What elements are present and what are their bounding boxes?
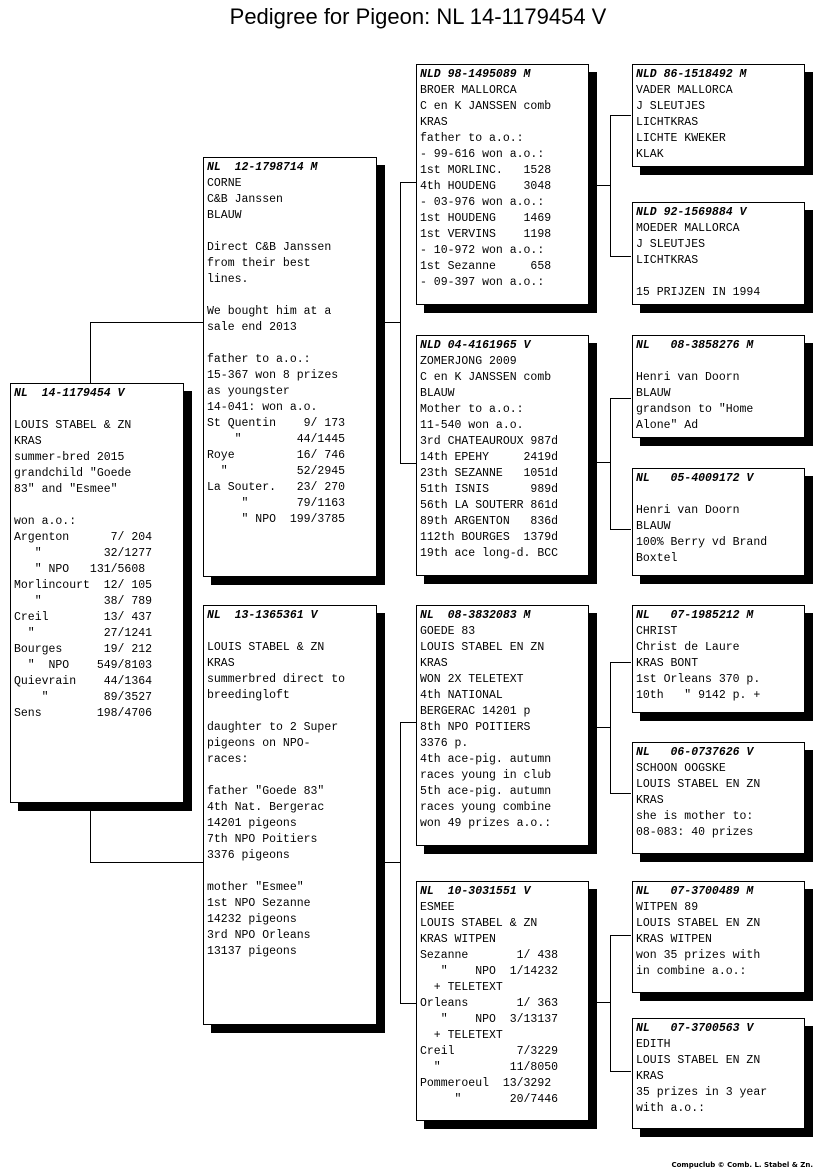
pedigree-line (14, 402, 180, 418)
pedigree-line: 1st Orleans 370 p. (636, 673, 761, 686)
pedigree-line: - 99-616 won a.o.: (420, 148, 545, 161)
pedigree-line: KRAS BONT (636, 657, 699, 670)
pedigree-line (207, 864, 373, 880)
pedigree-line: " NPO 549/8103 (14, 659, 153, 672)
pigeon-card-sire-sire (416, 64, 589, 305)
pedigree-line: " 52/2945 (207, 465, 346, 478)
pedigree-line: won 49 prizes a.o.: (420, 817, 552, 830)
pigeon-card-sire-dam (416, 335, 589, 576)
pedigree-line: BLAUW (420, 387, 455, 400)
pedigree-line: " NPO 131/5608 (14, 563, 146, 576)
pedigree-line: J SLEUTJES (636, 238, 706, 251)
connector (610, 662, 631, 794)
pedigree-line: 3376 p. (420, 737, 469, 750)
pedigree-line: " 79/1163 (207, 497, 346, 510)
connector (90, 810, 204, 863)
pedigree-line: KRAS WITPEN (636, 933, 712, 946)
pedigree-line: 4th HOUDENG 3048 (420, 180, 552, 193)
pedigree-line: " 38/ 789 (14, 595, 153, 608)
pigeon-card-sire (203, 157, 377, 577)
pedigree-line: with a.o.: (636, 1102, 706, 1115)
pedigree-line: St Quentin 9/ 173 (207, 417, 346, 430)
pedigree-line: Orleans 1/ 363 (420, 997, 559, 1010)
pedigree-line: C en K JANSSEN comb (420, 371, 552, 384)
pedigree-line: summerbred direct to (207, 673, 346, 686)
pigeon-card-dds (632, 881, 805, 993)
connector (610, 935, 631, 1072)
pedigree-line: We bought him at a (207, 305, 332, 318)
pedigree-line: C&B Janssen (207, 193, 283, 206)
connector (590, 462, 610, 463)
ring-number: NL 10-3031551 V (420, 885, 531, 898)
pedigree-line: 11-540 won a.o. (420, 419, 524, 432)
ring-number: NL 08-3832083 M (420, 609, 531, 622)
pedigree-line: breedingloft (207, 689, 290, 702)
page-title: Pedigree for Pigeon: NL 14-1179454 V (229, 4, 607, 29)
pedigree-line: LOUIS STABEL EN ZN (420, 641, 545, 654)
pedigree-line: summer-bred 2015 (14, 451, 125, 464)
pigeon-card-sss (632, 64, 805, 167)
footer-credit: Compuclub © Comb. L. Stabel & Zn. (671, 1161, 813, 1169)
pedigree-line: 4th Nat. Bergerac (207, 801, 325, 814)
pedigree-line: races young combine (420, 801, 552, 814)
pedigree-line: mother "Esmee" (207, 881, 304, 894)
pedigree-line: 83" and "Esmee" (14, 483, 118, 496)
pedigree-line: she is mother to: (636, 810, 754, 823)
pedigree-line (207, 288, 373, 304)
pedigree-line: LOUIS STABEL EN ZN (636, 1054, 761, 1067)
pedigree-line: Sezanne 1/ 438 (420, 949, 559, 962)
pedigree-line: pigeons on NPO- (207, 737, 311, 750)
pedigree-line: won a.o.: (14, 515, 77, 528)
pedigree-line: 08-083: 40 prizes (636, 826, 754, 839)
pedigree-line: 10th " 9142 p. + (636, 689, 761, 702)
pedigree-line: BLAUW (636, 520, 671, 533)
ring-number: NL 07-3700489 M (636, 885, 754, 898)
connector (590, 1002, 610, 1003)
ring-number: NLD 04-4161965 V (420, 339, 531, 352)
pedigree-line: Argenton 7/ 204 (14, 531, 153, 544)
pedigree-line: 1st Sezanne 658 (420, 260, 552, 273)
pedigree-line: BLAUW (207, 209, 242, 222)
pedigree-line: KLAK (636, 148, 664, 161)
pedigree-line: WITPEN 89 (636, 901, 699, 914)
pedigree-line: 7th NPO Poitiers (207, 833, 318, 846)
pedigree-line: Bourges 19/ 212 (14, 643, 153, 656)
pedigree-line: EDITH (636, 1038, 671, 1051)
ring-number: NLD 86-1518492 M (636, 68, 747, 81)
pedigree-line: KRAS (420, 116, 448, 129)
pedigree-line: SCHOON OOGSKE (636, 762, 726, 775)
connector (400, 722, 416, 1004)
pedigree-line (14, 498, 180, 514)
pedigree-line: 13137 pigeons (207, 945, 297, 958)
pedigree-line: 8th NPO POITIERS (420, 721, 531, 734)
pedigree-line: in combine a.o.: (636, 965, 747, 978)
connector (610, 115, 631, 257)
pigeon-card-dam (203, 605, 377, 1025)
pedigree-line: 15 PRIJZEN IN 1994 (636, 286, 761, 299)
pedigree-line: 1st MORLINC. 1528 (420, 164, 552, 177)
ring-number: NLD 98-1495089 M (420, 68, 531, 81)
pedigree-line: 14-041: won a.o. (207, 401, 318, 414)
pedigree-line: father to a.o.: (420, 132, 524, 145)
pedigree-line: LOUIS STABEL & ZN (207, 641, 325, 654)
pigeon-card-ddd (632, 1018, 805, 1129)
pedigree-line: from their best (207, 257, 311, 270)
pedigree-line: LOUIS STABEL & ZN (14, 419, 132, 432)
pedigree-line: LICHTE KWEKER (636, 132, 726, 145)
pedigree-line: Boxtel (636, 552, 678, 565)
pedigree-line: GOEDE 83 (420, 625, 476, 638)
pedigree-line: Christ de Laure (636, 641, 740, 654)
pedigree-line: 4th ace-pig. autumn (420, 753, 552, 766)
pigeon-card-ssd (632, 202, 805, 305)
pedigree-line: LOUIS STABEL & ZN (420, 917, 538, 930)
pedigree-line (207, 624, 373, 640)
pedigree-line: sale end 2013 (207, 321, 297, 334)
pedigree-line: Pommeroeul 13/3292 (420, 1077, 552, 1090)
pedigree-line: VADER MALLORCA (636, 84, 733, 97)
pigeon-card-dsd (632, 742, 805, 854)
pedigree-line: J SLEUTJES (636, 100, 706, 113)
pedigree-line: ESMEE (420, 901, 455, 914)
pigeon-card-sdd (632, 468, 805, 576)
pedigree-line: 19th ace long-d. BCC (420, 547, 559, 560)
pedigree-line: Quievrain 44/1364 (14, 675, 153, 688)
pedigree-line: KRAS (636, 1070, 664, 1083)
pedigree-line: Henri van Doorn (636, 504, 740, 517)
pedigree-line (636, 269, 801, 285)
pedigree-line: " 11/8050 (420, 1061, 559, 1074)
pedigree-line: father to a.o.: (207, 353, 311, 366)
ring-number: NL 12-1798714 M (207, 161, 318, 174)
pedigree-line: 3376 pigeons (207, 849, 290, 862)
pedigree-line: " 32/1277 (14, 547, 153, 560)
pedigree-line: + TELETEXT (420, 981, 503, 994)
ring-number: NLD 92-1569884 V (636, 206, 747, 219)
pedigree-line: KRAS WITPEN (420, 933, 496, 946)
pedigree-line: Sens 198/4706 (14, 707, 153, 720)
pedigree-line: 56th LA SOUTERR 861d (420, 499, 559, 512)
pedigree-line: Henri van Doorn (636, 371, 740, 384)
pedigree-line: LOUIS STABEL EN ZN (636, 917, 761, 930)
pedigree-line: CORNE (207, 177, 242, 190)
pedigree-line: 14232 pigeons (207, 913, 297, 926)
pedigree-line: ZOMERJONG 2009 (420, 355, 517, 368)
pedigree-line: Alone" Ad (636, 419, 699, 432)
pedigree-line: LICHTKRAS (636, 116, 699, 129)
pigeon-card-dam-sire (416, 605, 589, 846)
connector (590, 185, 610, 186)
connector (90, 322, 204, 384)
pedigree-line: 14201 pigeons (207, 817, 297, 830)
pedigree-line: 1st NPO Sezanne (207, 897, 311, 910)
ring-number: NL 06-0737626 V (636, 746, 754, 759)
pedigree-line: - 10-972 won a.o.: (420, 244, 545, 257)
pedigree-line: " 20/7446 (420, 1093, 559, 1106)
pedigree-line: 5th ace-pig. autumn (420, 785, 552, 798)
pedigree-line: Creil 7/3229 (420, 1045, 559, 1058)
pedigree-line: Morlincourt 12/ 105 (14, 579, 153, 592)
pedigree-line: Mother to a.o.: (420, 403, 524, 416)
pedigree-line: 89th ARGENTON 836d (420, 515, 559, 528)
pedigree-line (636, 354, 801, 370)
pedigree-line: 35 prizes in 3 year (636, 1086, 768, 1099)
pedigree-line: father "Goede 83" (207, 785, 325, 798)
connector (590, 727, 610, 728)
ring-number: NL 14-1179454 V (14, 387, 125, 400)
ring-number: NL 07-3700563 V (636, 1022, 754, 1035)
pedigree-line (636, 487, 801, 503)
pigeon-card-sds (632, 335, 805, 438)
pedigree-line: " NPO 3/13137 (420, 1013, 559, 1026)
pedigree-line (207, 224, 373, 240)
pedigree-line: BLAUW (636, 387, 671, 400)
pedigree-line: KRAS (207, 657, 235, 670)
pedigree-line: C en K JANSSEN comb (420, 100, 552, 113)
pedigree-line: 112th BOURGES 1379d (420, 531, 559, 544)
pedigree-line: lines. (207, 273, 249, 286)
pedigree-line: won 35 prizes with (636, 949, 761, 962)
pedigree-line: 3rd CHATEAUROUX 987d (420, 435, 559, 448)
pedigree-line: MOEDER MALLORCA (636, 222, 740, 235)
pigeon-card-dss (632, 605, 805, 713)
pedigree-line: KRAS (636, 794, 664, 807)
pedigree-line: as youngster (207, 385, 290, 398)
pedigree-line: 14th EPEHY 2419d (420, 451, 559, 464)
pedigree-line: " 27/1241 (14, 627, 153, 640)
pedigree-line: WON 2X TELETEXT (420, 673, 524, 686)
ring-number: NL 08-3858276 M (636, 339, 754, 352)
pedigree-line: " 89/3527 (14, 691, 153, 704)
pedigree-line: 100% Berry vd Brand (636, 536, 768, 549)
pedigree-line: 1st VERVINS 1198 (420, 228, 552, 241)
pedigree-line: KRAS (420, 657, 448, 670)
connector (378, 322, 400, 323)
pedigree-line (207, 336, 373, 352)
pedigree-line: grandson to "Home (636, 403, 754, 416)
pedigree-line: KRAS (14, 435, 42, 448)
pedigree-line: - 09-397 won a.o.: (420, 276, 545, 289)
pedigree-line: Direct C&B Janssen (207, 241, 332, 254)
pedigree-line: La Souter. 23/ 270 (207, 481, 346, 494)
pedigree-line: 23th SEZANNE 1051d (420, 467, 559, 480)
pedigree-line: BROER MALLORCA (420, 84, 517, 97)
pedigree-line: " NPO 1/14232 (420, 965, 559, 978)
pedigree-line: 4th NATIONAL (420, 689, 503, 702)
connector (378, 862, 400, 863)
connector (610, 398, 631, 530)
pedigree-line: 15-367 won 8 prizes (207, 369, 339, 382)
pedigree-line: Creil 13/ 437 (14, 611, 153, 624)
pedigree-line: - 03-976 won a.o.: (420, 196, 545, 209)
pedigree-line: 3rd NPO Orleans (207, 929, 311, 942)
pigeon-card-subject (10, 383, 184, 803)
pigeon-card-dam-dam (416, 881, 589, 1121)
pedigree-line: 1st HOUDENG 1469 (420, 212, 552, 225)
ring-number: NL 07-1985212 M (636, 609, 754, 622)
pedigree-line: + TELETEXT (420, 1029, 503, 1042)
connector (400, 182, 416, 464)
pedigree-line: 51th ISNIS 989d (420, 483, 559, 496)
pedigree-line: daughter to 2 Super (207, 721, 339, 734)
pedigree-line: races young in club (420, 769, 552, 782)
pedigree-line (207, 768, 373, 784)
pedigree-line (207, 704, 373, 720)
pedigree-line: " NPO 199/3785 (207, 513, 346, 526)
pedigree-line: LICHTKRAS (636, 254, 699, 267)
pedigree-line: BERGERAC 14201 p (420, 705, 531, 718)
pedigree-line: CHRIST (636, 625, 678, 638)
pedigree-line: races: (207, 753, 249, 766)
ring-number: NL 13-1365361 V (207, 609, 318, 622)
pedigree-line: LOUIS STABEL EN ZN (636, 778, 761, 791)
ring-number: NL 05-4009172 V (636, 472, 754, 485)
pedigree-line: Roye 16/ 746 (207, 449, 346, 462)
pedigree-line: " 44/1445 (207, 433, 346, 446)
pedigree-line: grandchild "Goede (14, 467, 132, 480)
